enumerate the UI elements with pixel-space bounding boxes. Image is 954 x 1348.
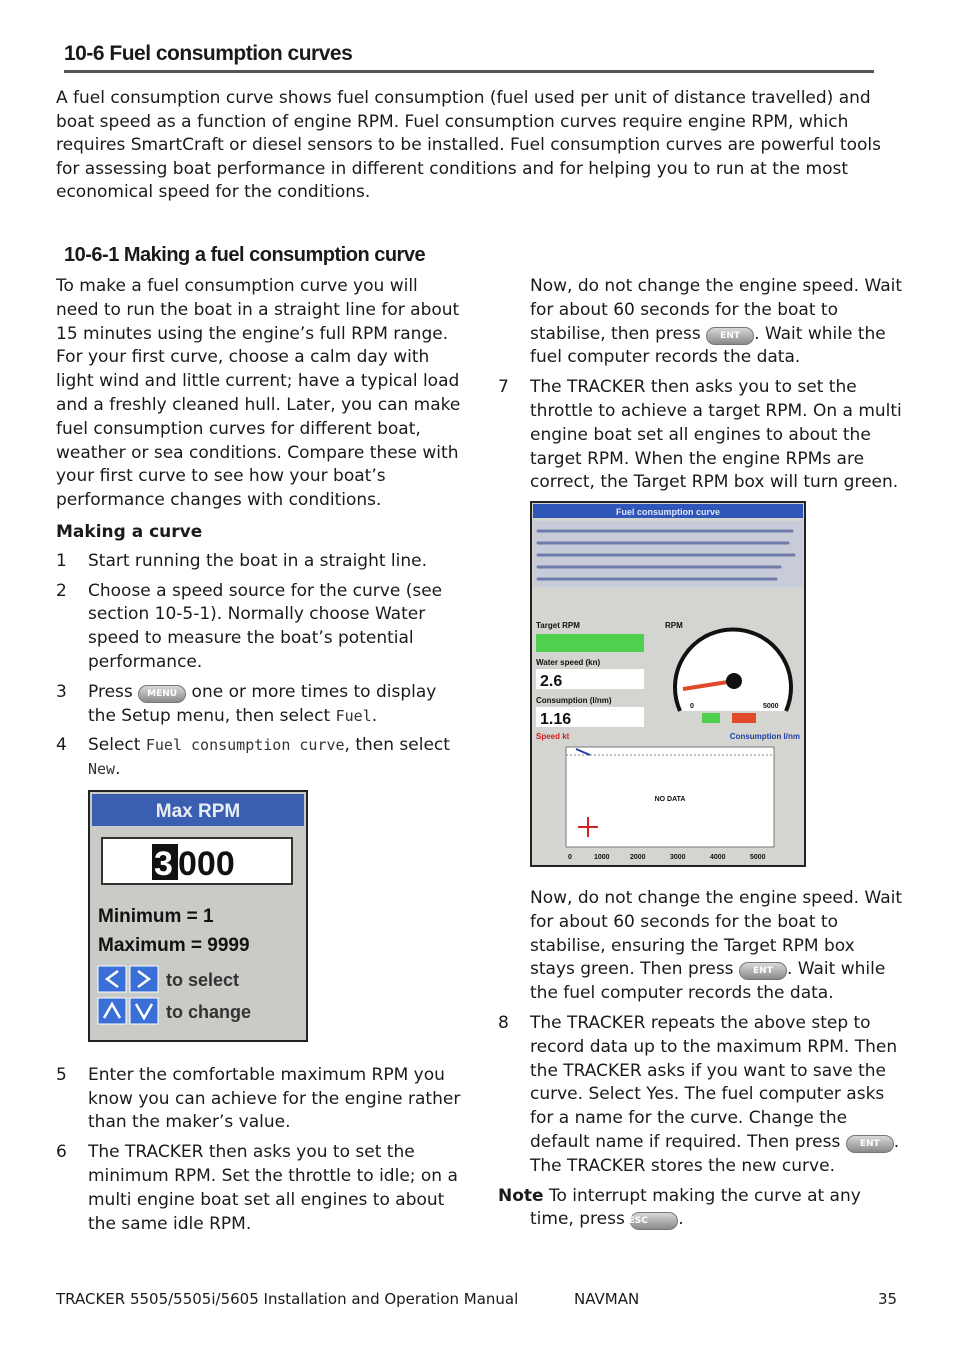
step-text: Start running the boat in a straight line. bbox=[88, 550, 428, 571]
water-speed-value: 2.6 bbox=[540, 673, 563, 691]
consumption-axis-label: Consumption l/nm bbox=[729, 732, 800, 742]
right-column bbox=[498, 275, 903, 1232]
rpm-value-cursor-digit: 3 bbox=[154, 844, 173, 883]
step-4 bbox=[56, 734, 461, 782]
section-title: 10-6 Fuel consumption curves bbox=[64, 42, 874, 73]
max-rpm-screen bbox=[88, 790, 461, 1050]
step-2 bbox=[56, 580, 461, 675]
rpm-value-digits: 000 bbox=[178, 844, 235, 883]
svg-text:2000: 2000 bbox=[630, 854, 646, 862]
footer-manual-title: TRACKER 5505/5505i/5605 Installation and Operation Manual bbox=[56, 1290, 519, 1308]
select-hint: to select bbox=[166, 969, 240, 990]
no-data-label: NO DATA bbox=[654, 796, 686, 804]
subsection-intro: To make a fuel consumption curve you will need to run the boat in a straight line for about 15 minutes using the engine’s full RPM range. For your first curve, choose a calm day with light wind and little current; have a typical load and a freshly cleaned hull. Later, you can make fuel consumption curves for different boat, weather or sea conditions. Compare these with your first curve to see how your boat’s performance changes with conditions. bbox=[56, 276, 461, 511]
enter-key-icon: ENT bbox=[846, 1135, 894, 1153]
target-rpm-label: Target RPM bbox=[536, 621, 580, 631]
step-number: 6 bbox=[56, 1142, 67, 1163]
step-3 bbox=[56, 681, 461, 729]
step-6 bbox=[56, 1141, 461, 1236]
fuel-curve-screen bbox=[530, 501, 903, 875]
svg-text:0: 0 bbox=[568, 854, 572, 862]
svg-text:1000: 1000 bbox=[594, 854, 610, 862]
speed-axis-label: Speed kt bbox=[536, 732, 570, 742]
note: Note To interrupt making the curve at any time, press ESC . bbox=[498, 1185, 861, 1230]
menu-option-fuel: Fuel bbox=[335, 706, 372, 725]
gauge-max: 5000 bbox=[763, 703, 779, 711]
consumption-value: 1.16 bbox=[540, 711, 572, 729]
menu-option-fuel-consumption-curve: Fuel consumption curve bbox=[145, 736, 345, 755]
enter-key-icon: ENT bbox=[706, 327, 754, 345]
svg-text:5000: 5000 bbox=[750, 854, 766, 862]
screen-title: Fuel consumption curve bbox=[615, 507, 721, 518]
step-text: The TRACKER then asks you to set the minimum RPM. Set the throttle to idle; on a multi engine boat set all engines to about the same idle RPM. bbox=[88, 1142, 458, 1234]
maximum-label: Maximum = 9999 bbox=[98, 934, 250, 956]
step-text: Press MENU one or more times to display the Setup menu, then select Fuel. bbox=[88, 681, 437, 726]
making-curve-heading: Making a curve bbox=[56, 521, 203, 542]
step-number: 7 bbox=[498, 377, 509, 398]
fuel-curve-screen-image bbox=[530, 501, 806, 867]
step-7-continued: Now, do not change the engine speed. Wait for about 60 seconds for the boat to stabilise, ensuring the Target RPM box stays green. Then press ENT . Wait while the fuel computer records the data. bbox=[530, 887, 903, 1004]
step-6-continued: Now, do not change the engine speed. Wait for about 60 seconds for the boat to stabilise, then press ENT . Wait while the fuel computer records the data. bbox=[530, 276, 903, 368]
step-text: The TRACKER repeats the above step to record data up to the maximum RPM. Then the TRACKER asks if you want to save the curve. Select Yes. The fuel computer asks for a name for the curve. Change the default name if required. Then press ENT . The TRACKER stores the new curve. bbox=[530, 1012, 900, 1176]
target-rpm-box bbox=[536, 634, 644, 652]
max-rpm-screen-image bbox=[88, 790, 308, 1042]
note-label: Note bbox=[498, 1185, 544, 1206]
menu-key-icon: MENU bbox=[138, 685, 186, 703]
step-1 bbox=[56, 550, 461, 574]
step-text: The TRACKER then asks you to set the throttle to achieve a target RPM. On a multi engine boat set all engines to about the target RPM. When the engine RPMs are correct, the Target RPM box will turn green. bbox=[530, 377, 902, 493]
enter-key-icon: ENT bbox=[739, 962, 787, 980]
step-number: 5 bbox=[56, 1064, 67, 1085]
step-number: 1 bbox=[56, 550, 67, 571]
section-intro: A fuel consumption curve shows fuel consumption (fuel used per unit of distance travelled) and boat speed as a function of engine RPM. Fuel consumption curves require engine RPM, which requires SmartCraft or diesel sensors to be installed. Fuel consumption curves are powerful tools for assessing boat performance in different conditions and for helping you to run at the most economical speed for the conditions. bbox=[56, 88, 881, 203]
step-7 bbox=[498, 376, 903, 495]
water-speed-label: Water speed (kn) bbox=[536, 658, 601, 668]
gauge-rpm-label: RPM bbox=[665, 621, 683, 631]
minimum-label: Minimum = 1 bbox=[98, 905, 214, 927]
svg-text:4000: 4000 bbox=[710, 854, 726, 862]
step-number: 3 bbox=[56, 681, 67, 702]
step-number: 4 bbox=[56, 735, 67, 756]
gauge-min: 0 bbox=[690, 703, 694, 711]
step-number: 2 bbox=[56, 580, 67, 601]
step-text: Enter the comfortable maximum RPM you know you can achieve for the engine rather than the maker’s value. bbox=[88, 1064, 461, 1133]
footer-brand: NAVMAN bbox=[574, 1290, 640, 1308]
step-text: Select Fuel consumption curve, then select New. bbox=[88, 735, 450, 780]
consumption-label: Consumption (l/nm) bbox=[536, 696, 612, 706]
screen-title: Max RPM bbox=[155, 800, 241, 822]
menu-option-new: New bbox=[88, 760, 116, 779]
step-5 bbox=[56, 1064, 461, 1135]
svg-text:3000: 3000 bbox=[670, 854, 686, 862]
left-column bbox=[56, 275, 461, 1242]
subsection-title: 10-6-1 Making a fuel consumption curve bbox=[64, 244, 426, 266]
step-text: Choose a speed source for the curve (see section 10-5-1). Normally choose Water speed to measure the boat’s potential performance. bbox=[88, 580, 443, 672]
change-hint: to change bbox=[166, 1001, 252, 1022]
step-number: 8 bbox=[498, 1012, 509, 1033]
step-8 bbox=[498, 1012, 903, 1179]
escape-key-icon: ESC bbox=[630, 1212, 678, 1230]
page-number: 35 bbox=[878, 1290, 898, 1308]
